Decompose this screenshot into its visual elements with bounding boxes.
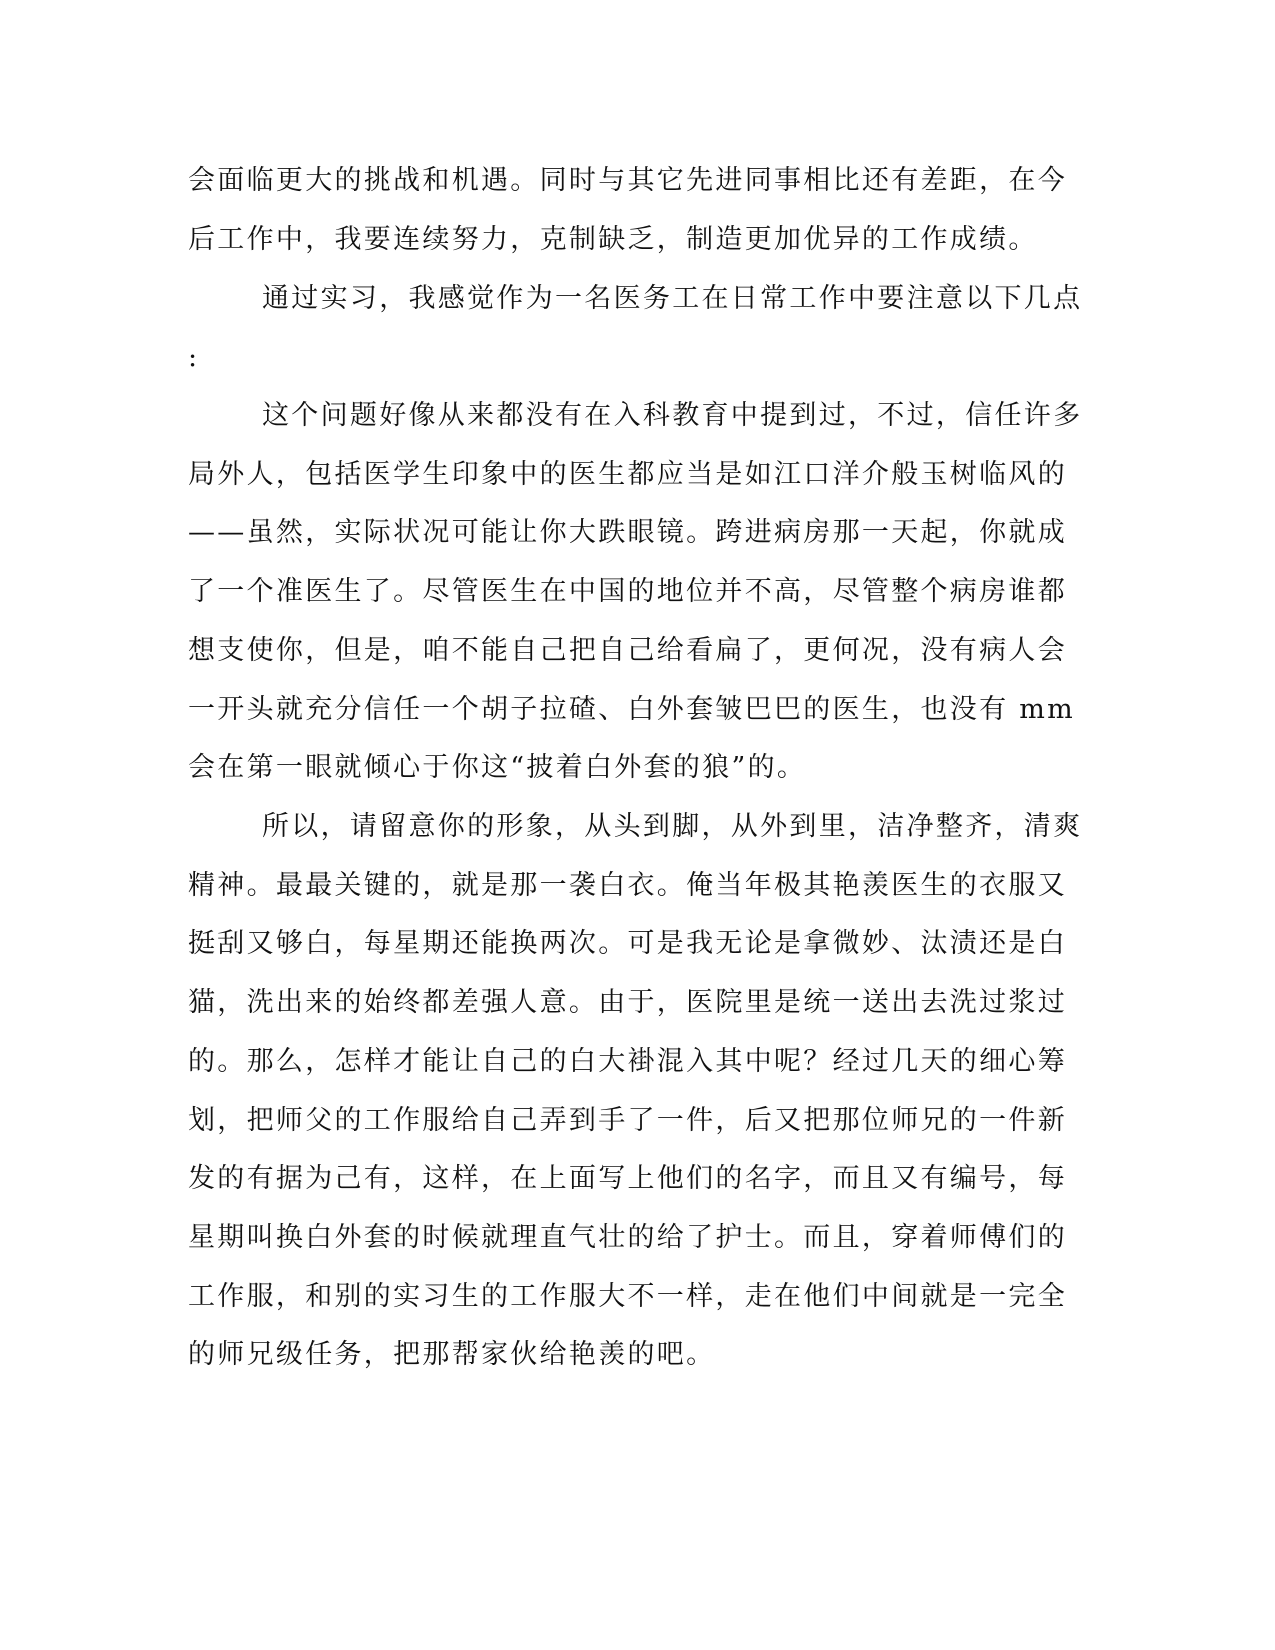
text-line: 挺刮又够白，每星期还能换两次。可是我无论是拿微妙、汰渍还是白 [188,928,1067,959]
text-line: 所以，请留意你的形象，从头到脚，从外到里，洁净整齐，清爽 [262,811,1083,842]
text-line: 后工作中，我要连续努力，克制缺乏，制造更加优异的工作成绩。 [188,224,1038,255]
text-line: 猫，洗出来的始终都差强人意。由于，医院里是统一送出去洗过浆过 [188,987,1067,1018]
text-line: 工作服，和别的实习生的工作服大不一样，走在他们中间就是一完全 [188,1281,1067,1312]
text-line: 会在第一眼就倾心于你这“披着白外套的狼”的。 [188,752,807,783]
text-line: 发的有据为己有，这样，在上面写上他们的名字，而且又有编号，每 [188,1163,1067,1194]
text-line: 想支使你，但是，咱不能自己把自己给看扁了，更何况，没有病人会 [188,635,1067,666]
text-line: 局外人，包括医学生印象中的医生都应当是如江口洋介般玉树临风的 [188,459,1067,490]
text-line: 精神。最最关键的，就是那一袭白衣。俺当年极其艳羡医生的衣服又 [188,870,1067,901]
text-line: 通过实习，我感觉作为一名医务工在日常工作中要注意以下几点 [262,283,1083,314]
text-line: 星期叫换白外套的时候就理直气壮的给了护士。而且，穿着师傅们的 [188,1222,1067,1253]
text-line: 了一个准医生了。尽管医生在中国的地位并不高，尽管整个病房谁都 [188,576,1067,607]
text-line: 的。那么，怎样才能让自己的白大褂混入其中呢？经过几天的细心筹 [188,1046,1067,1077]
text-line: 这个问题好像从来都没有在入科教育中提到过，不过，信任许多 [262,400,1083,431]
text-line: 的师兄级任务，把那帮家伙给艳羡的吧。 [188,1339,716,1370]
text-line: ——虽然，实际状况可能让你大跌眼镜。跨进病房那一天起，你就成 [188,517,1067,548]
text-line: 划，把师父的工作服给自己弄到手了一件，后又把那位师兄的一件新 [188,1105,1067,1136]
text-line: 一开头就充分信任一个胡子拉碴、白外套皱巴巴的医生，也没有 mm [188,694,1076,725]
text-line: 会面临更大的挑战和机遇。同时与其它先进同事相比还有差距，在今 [188,165,1067,196]
text-line: : [188,342,200,373]
